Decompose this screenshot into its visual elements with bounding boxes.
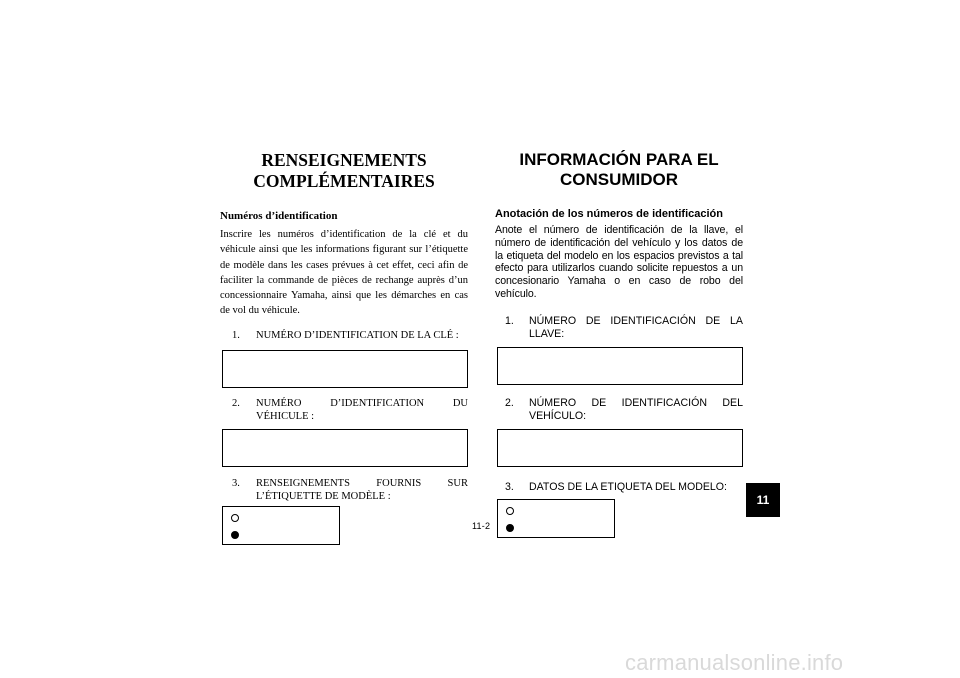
spanish-title-line2: CONSUMIDOR — [559, 170, 679, 189]
spanish-item-1-number: 1. — [505, 314, 514, 327]
vehicle-number-field[interactable] — [222, 429, 468, 467]
french-item-1 — [220, 330, 468, 343]
key-number-field-es[interactable] — [497, 347, 743, 385]
chapter-tab: 11 — [746, 483, 780, 517]
spanish-title — [495, 150, 743, 190]
french-title — [220, 150, 468, 192]
spanish-item-2-text: NÚMERO DE IDENTIFICACIÓN DEL VEHÍCULO: — [529, 397, 743, 423]
spanish-title-line1: INFORMACIÓN PARA EL — [519, 150, 719, 169]
open-circle-icon — [506, 507, 514, 515]
spanish-item-3-number: 3. — [505, 480, 514, 493]
spanish-paragraph: Anote el número de identificación de la llave, el número de identificación del vehículo y los datos de la etiqueta del modelo en los espacios previstos a tal efecto para utilizarlos cuando solicite repuestos a un concesionario Yamaha o en caso de robo del vehículo. — [495, 224, 743, 300]
filled-circle-icon — [231, 531, 239, 539]
key-number-field[interactable] — [222, 350, 468, 388]
spanish-item-3 — [495, 481, 743, 494]
spanish-item-1 — [495, 315, 743, 341]
french-item-2-line1: NUMÉRO D’IDENTIFICATION DU — [256, 398, 468, 410]
french-item-1-number: 1. — [232, 329, 240, 341]
spanish-column — [495, 150, 743, 538]
french-title-line1: RENSEIGNEMENTS — [261, 150, 427, 170]
french-column — [220, 150, 468, 545]
french-paragraph: Inscrire les numéros d’identification de la clé et du véhicule ainsi que les informations figurant sur l’étiquette de modèle dans les cases prévues à cet effet, ceci afin de faciliter la commande de pièces de rechange auprès d’un concessionnaire Yamaha, ainsi que les démarches en cas de vol du véhicule. — [220, 229, 468, 317]
french-item-1-text: NUMÉRO D’IDENTIFICATION DE LA CLÉ : — [256, 329, 459, 341]
french-item-3-text: RENSEIGNEMENTS FOURNIS SUR L’ÉTIQUETTE DE MODÈLE : — [256, 478, 468, 502]
page-number: 11-2 — [472, 521, 491, 531]
spanish-subheading: Anotación de los números de identificación — [495, 208, 723, 220]
open-circle-icon — [231, 514, 239, 522]
model-label-field-es[interactable] — [497, 499, 615, 538]
french-item-2-number: 2. — [232, 398, 240, 410]
french-item-3-number: 3. — [232, 478, 240, 490]
french-item-2 — [220, 398, 468, 423]
french-title-line2: COMPLÉMENTAIRES — [253, 171, 435, 191]
vehicle-number-field-es[interactable] — [497, 429, 743, 467]
spanish-item-1-text: NÚMERO DE IDENTIFICACIÓN DE LA LLAVE: — [529, 314, 743, 340]
french-item-2-line2: VÉHICULE : — [256, 410, 315, 422]
french-subheading: Numéros d’identification — [220, 210, 338, 222]
watermark: carmanualsonline.info — [625, 650, 844, 675]
french-item-3 — [220, 478, 468, 503]
spanish-item-2-number: 2. — [505, 397, 514, 410]
french-item-2-text — [256, 398, 468, 423]
spanish-item-2 — [495, 397, 743, 423]
model-label-field[interactable] — [222, 506, 340, 545]
spanish-item-3-text: DATOS DE LA ETIQUETA DEL MODELO: — [529, 480, 727, 493]
filled-circle-icon — [506, 524, 514, 532]
